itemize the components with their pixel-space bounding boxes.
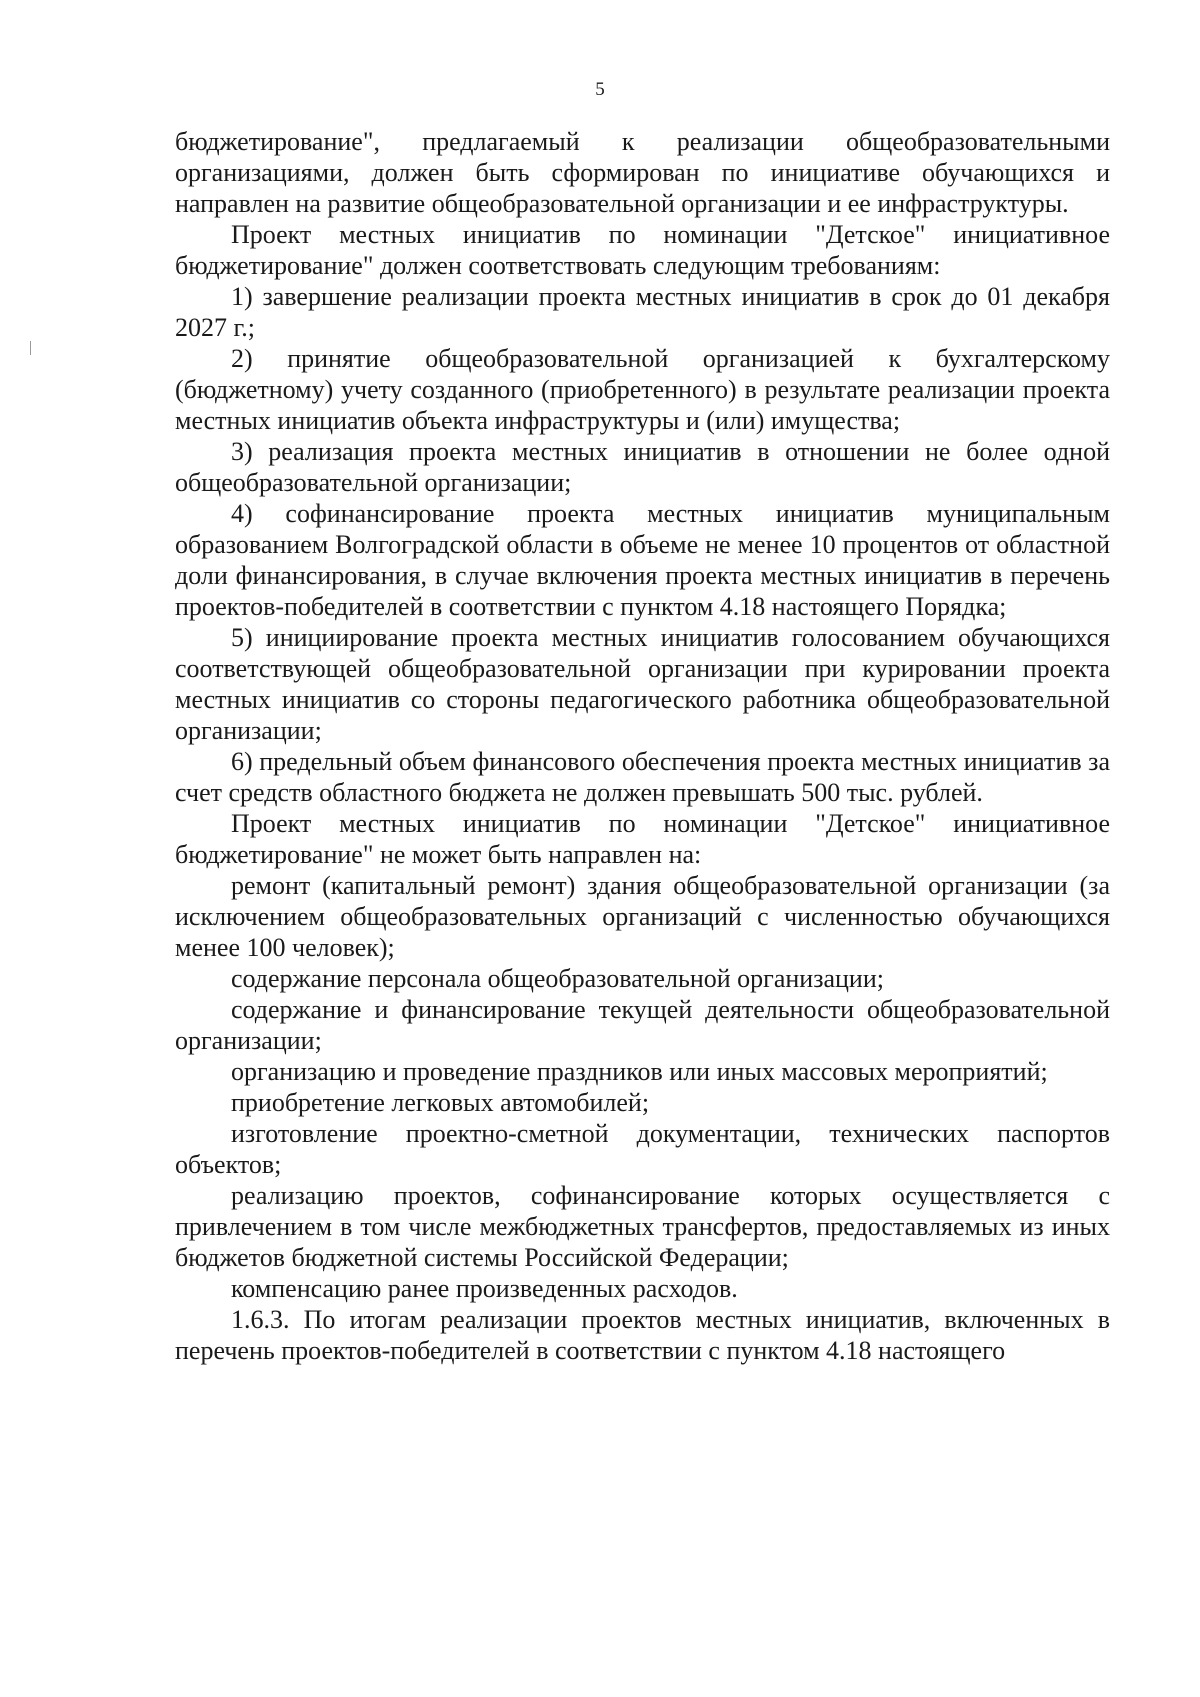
paragraph-section-1-6-3: 1.6.3. По итогам реализации проектов местных инициатив, включенных в перечень проектов-победителей в соответствии с пунктом 4.18 настоящего bbox=[175, 1305, 1110, 1365]
scan-margin-mark bbox=[30, 341, 31, 355]
list-item-restriction-repair: ремонт (капитальный ремонт) здания общеобразовательной организации (за исключением общеобразовательных организаций с численностью обучающихся менее 100 человек); bbox=[175, 871, 1110, 962]
list-item-restriction-maintenance: содержание и финансирование текущей деятельности общеобразовательной организации; bbox=[175, 995, 1110, 1055]
list-item-requirement-1: 1) завершение реализации проекта местных инициатив в срок до 01 декабря 2027 г.; bbox=[175, 282, 1110, 342]
list-item-restriction-documentation: изготовление проектно-сметной документации, технических паспортов объектов; bbox=[175, 1119, 1110, 1179]
list-item-requirement-5: 5) инициирование проекта местных инициатив голосованием обучающихся соответствующей общеобразовательной организации при курировании проекта местных инициатив со стороны педагогического работника общеобразовательной организации; bbox=[175, 623, 1110, 745]
page-number: 5 bbox=[595, 79, 605, 100]
list-item-requirement-6: 6) предельный объем финансового обеспечения проекта местных инициатив за счет средств областного бюджета не должен превышать 500 тыс. рублей. bbox=[175, 747, 1110, 807]
paragraph-restrictions-intro: Проект местных инициатив по номинации "Детское" инициативное бюджетирование" не может быть направлен на: bbox=[175, 809, 1110, 869]
list-item-requirement-4: 4) софинансирование проекта местных инициатив муниципальным образованием Волгоградской области в объеме не менее 10 процентов от областной доли финансирования, в случае включения проекта местных инициатив в перечень проектов-победителей в соответствии с пунктом 4.18 настоящего Порядка; bbox=[175, 499, 1110, 621]
document-body bbox=[175, 126, 1110, 1366]
list-item-requirement-2: 2) принятие общеобразовательной организацией к бухгалтерскому (бюджетному) учету созданного (приобретенного) в результате реализации проекта местных инициатив объекта инфраструктуры и (или) имущества; bbox=[175, 344, 1110, 435]
paragraph-continuation: бюджетирование", предлагаемый к реализации общеобразовательными организациями, должен быть сформирован по инициативе обучающихся и направлен на развитие общеобразовательной организации и ее инфраструктуры. bbox=[175, 127, 1110, 218]
list-item-restriction-compensation: компенсацию ранее произведенных расходов. bbox=[231, 1274, 738, 1303]
list-item-restriction-events: организацию и проведение праздников или иных массовых мероприятий; bbox=[231, 1057, 1048, 1086]
list-item-requirement-3: 3) реализация проекта местных инициатив в отношении не более одной общеобразовательной организации; bbox=[175, 437, 1110, 497]
list-item-restriction-transfers: реализацию проектов, софинансирование которых осуществляется с привлечением в том числе межбюджетных трансфертов, предоставляемых из иных бюджетов бюджетной системы Российской Федерации; bbox=[175, 1181, 1110, 1272]
list-item-restriction-cars: приобретение легковых автомобилей; bbox=[231, 1088, 650, 1117]
list-item-restriction-staff: содержание персонала общеобразовательной организации; bbox=[231, 964, 884, 993]
paragraph-requirements-intro: Проект местных инициатив по номинации "Детское" инициативное бюджетирование" должен соответствовать следующим требованиям: bbox=[175, 220, 1110, 280]
